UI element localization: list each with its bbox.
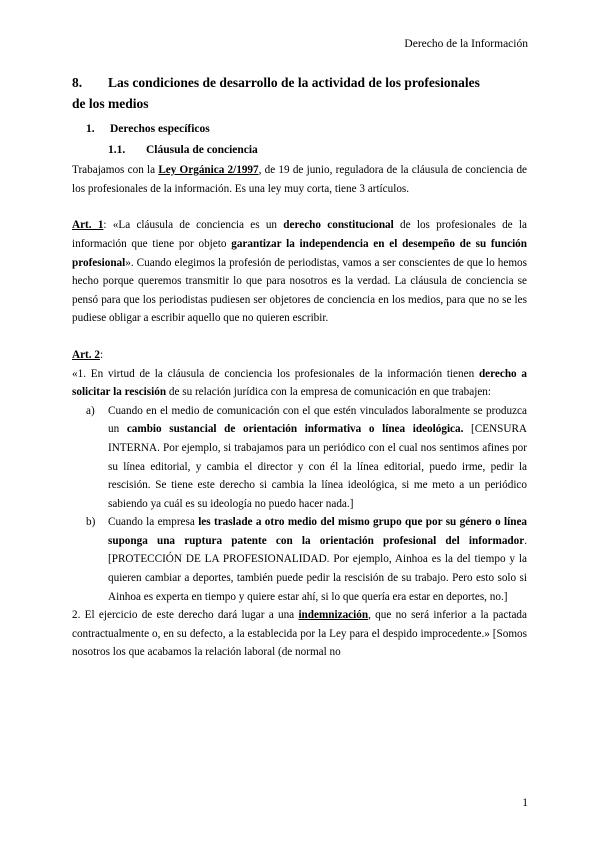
intro-text-1: Trabajamos con la <box>72 164 159 177</box>
art2-label: Art. 2 <box>72 348 100 361</box>
section-number: 8. <box>72 75 83 90</box>
page-number: 1 <box>522 797 528 809</box>
law-reference: Ley Orgánica 2/1997 <box>158 164 259 177</box>
list-marker-a: a) <box>86 404 95 417</box>
list-item-b <box>86 513 527 606</box>
section-heading <box>72 72 527 114</box>
intro-paragraph <box>72 161 527 198</box>
art1-bold-2: garantizar la independencia en el desempeño de su función profesional <box>72 237 527 269</box>
page-content <box>72 70 527 662</box>
section-title-line1: Las condiciones de desarrollo de la actividad de los profesionales <box>108 75 480 90</box>
item-b-bold: les traslade a otro medio del mismo grupo que por su género o línea suponga una ruptura patente con la orientación profesional del informador <box>108 516 528 547</box>
art1-label: Art. 1 <box>72 219 104 232</box>
list-marker-b: b) <box>86 516 96 529</box>
subsubsection-number: 1.1. <box>108 143 126 156</box>
art1-paragraph <box>72 216 527 328</box>
subsubsection-heading <box>108 141 527 160</box>
art1-text-1: : «La cláusula de conciencia es un <box>103 219 284 232</box>
intro-text-2: , de 19 de junio, reguladora de la cláusula de conciencia de los profesionales de la información. Es una ley muy corta, tiene 3 artículos. <box>72 164 528 195</box>
art2-p2-text-1: 2. El ejercicio de este derecho dará lugar a una <box>72 609 299 622</box>
art2-p2-bold: indemnización <box>298 609 369 622</box>
list-text-a <box>108 402 527 514</box>
art1-bold-1: derecho constitucional <box>283 219 394 232</box>
art2-p1-text-1: «1. En virtud de la cláusula de conciencia los profesionales de la información tienen <box>72 367 479 380</box>
art2-paragraph-2 <box>72 606 527 662</box>
item-b-text-2: . [PROTECCIÓN DE LA PROFESIONALIDAD. Por ejemplo, Ainhoa es la del tiempo y la quieren cambiar a deportes, también puede pedir la rescisión de su trabajo. Pero esto solo si Ainhoa es experta en tiempo y quiere estar ahí, si lo que quería era estar en deportes, no.] <box>108 534 527 603</box>
list-text-b <box>108 513 527 606</box>
subsection-number: 1. <box>86 123 95 135</box>
art2-heading <box>72 346 527 365</box>
item-b-text-1: Cuando la empresa <box>108 516 199 529</box>
art2-p1-bold: derecho a solicitar la rescisión <box>72 367 527 399</box>
item-a-text-2: [CENSURA INTERNA. Por ejemplo, si trabajamos para un periódico con el cual nos sentimos afines por su línea editorial, y cambia el director y con él la línea editorial, puedo irme, pedir la rescisión. Se tiene este derecho si cambia la línea ideológica, si me meto a un periódico sabiendo ya cuál es su ideología no puedo hacer nada.] <box>108 423 527 510</box>
art2-p1-text-2: de su relación jurídica con la empresa de comunicación en que trabajen: <box>166 386 491 399</box>
running-header: Derecho de la Información <box>404 38 528 50</box>
subsection-title: Derechos específicos <box>110 123 210 135</box>
art2-p2-text-2: , que no será inferior a la pactada contractualmente o, en su defecto, a la establecida por la Ley para el despido improcedente.» [Somos nosotros los que acabamos la relación laboral (de normal no <box>72 609 527 659</box>
art1-text-2: de los profesionales de la información que tiene por objeto <box>72 219 527 250</box>
spacer <box>72 328 527 346</box>
art2-colon: : <box>99 348 104 361</box>
art2-paragraph-1 <box>72 365 527 402</box>
section-title-line2: de los medios <box>72 96 149 111</box>
art1-text-3: ». Cuando elegimos la profesión de periodistas, vamos a ser conscientes de que lo hemos hecho porque queremos transmitir lo que para nosotros es la verdad. La cláusula de conciencia se pensó para que los periodistas pudiesen ser objetores de conciencia en los medios, para que no se les pudiese obligar a escribir aquello que no quieren escribir. <box>72 256 527 325</box>
subsubsection-title: Cláusula de conciencia <box>146 143 258 156</box>
spacer <box>72 198 527 216</box>
list-item-a <box>86 402 527 514</box>
subsection-heading <box>86 120 527 139</box>
item-a-bold: cambio sustancial de orientación informativa o línea ideológica. <box>126 423 464 436</box>
item-a-text-1: Cuando en el medio de comunicación con el que estén vinculados laboralmente se produzca un <box>108 404 527 436</box>
